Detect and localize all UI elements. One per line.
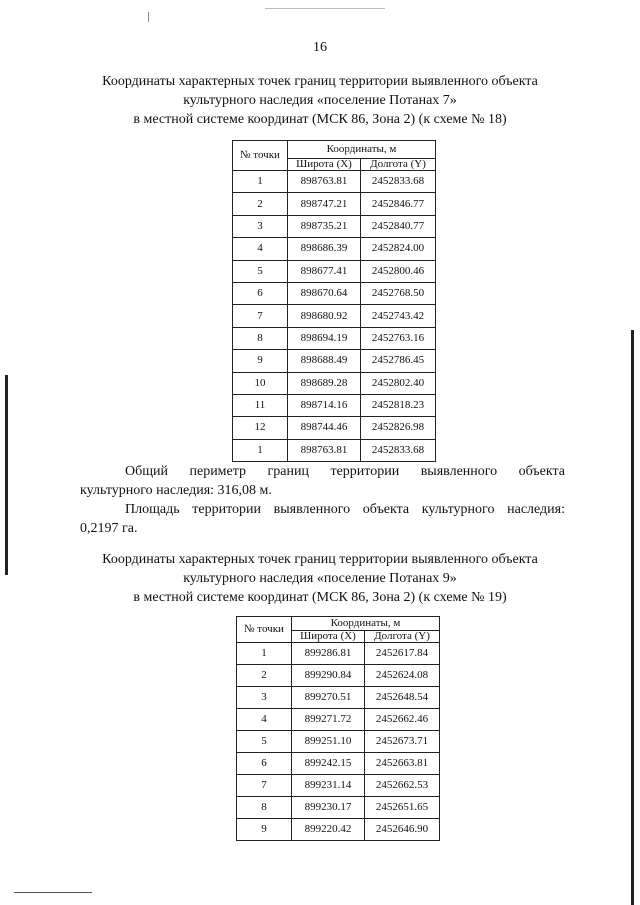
table-row [233,439,436,461]
point-number-cell: 1 [233,171,288,193]
table-row [233,260,436,282]
point-number-cell: 11 [233,394,288,416]
point-number-cell: 1 [237,643,292,665]
table-row [233,215,436,237]
table-row [237,819,440,841]
point-number-cell: 10 [233,372,288,394]
point-number-cell: 5 [233,260,288,282]
table-row [233,305,436,327]
longitude-cell: 2452768.50 [361,282,436,304]
longitude-cell: 2452663.81 [365,753,440,775]
latitude-cell: 899251.10 [292,731,365,753]
perimeter-line-1: Общий периметр границ территории выявленного объекта [125,464,565,479]
point-number-cell: 7 [233,305,288,327]
point-number-cell: 6 [237,753,292,775]
latitude-cell: 899286.81 [292,643,365,665]
latitude-cell: 898688.49 [288,350,361,372]
perimeter-paragraph [80,462,565,500]
col-header-coords: Координаты, м [292,617,440,631]
longitude-cell: 2452662.46 [365,709,440,731]
latitude-cell: 899271.72 [292,709,365,731]
longitude-cell: 2452802.40 [361,372,436,394]
table-row [233,238,436,260]
perimeter-line-2: культурного наследия: 316,08 м. [80,483,272,498]
table-row [233,327,436,349]
longitude-cell: 2452617.84 [365,643,440,665]
latitude-cell: 898763.81 [288,171,361,193]
point-number-cell: 3 [233,215,288,237]
latitude-cell: 899231.14 [292,775,365,797]
latitude-cell: 898735.21 [288,215,361,237]
col-header-lat: Широта (X) [292,631,365,643]
table-row [233,193,436,215]
latitude-cell: 898694.19 [288,327,361,349]
point-number-cell: 8 [233,327,288,349]
point-number-cell: 3 [237,687,292,709]
scan-mark [148,12,149,22]
col-header-point: № точки [233,141,288,171]
point-number-cell: 2 [237,665,292,687]
longitude-cell: 2452662.53 [365,775,440,797]
longitude-cell: 2452800.46 [361,260,436,282]
longitude-cell: 2452648.54 [365,687,440,709]
point-number-cell: 12 [233,417,288,439]
table-row [237,775,440,797]
scan-edge-bottom [14,892,92,893]
table-row [233,350,436,372]
heading-line: культурного наследия «поселение Потанах 7» [183,93,457,108]
area-paragraph [80,500,565,538]
longitude-cell: 2452646.90 [365,819,440,841]
heading-line: культурного наследия «поселение Потанах 9» [183,571,457,586]
latitude-cell: 898677.41 [288,260,361,282]
longitude-cell: 2452786.45 [361,350,436,372]
scan-mark [265,8,385,9]
longitude-cell: 2452833.68 [361,439,436,461]
point-number-cell: 2 [233,193,288,215]
col-header-lat: Широта (X) [288,159,361,171]
latitude-cell: 898670.64 [288,282,361,304]
table-row [233,417,436,439]
heading-line: Координаты характерных точек границ территории выявленного объекта [102,552,538,567]
point-number-cell: 4 [237,709,292,731]
point-number-cell: 9 [237,819,292,841]
area-line-2: 0,2197 га. [80,521,138,536]
table-row [237,643,440,665]
col-header-point: № точки [237,617,292,643]
point-number-cell: 7 [237,775,292,797]
latitude-cell: 899290.84 [292,665,365,687]
col-header-coords: Координаты, м [288,141,436,159]
coordinates-table-1 [232,140,436,462]
latitude-cell: 899270.51 [292,687,365,709]
table-row [237,687,440,709]
latitude-cell: 899220.42 [292,819,365,841]
section1-heading [80,72,560,129]
longitude-cell: 2452824.00 [361,238,436,260]
longitude-cell: 2452743.42 [361,305,436,327]
col-header-lon: Долгота (Y) [361,159,436,171]
table-row [233,394,436,416]
table-row [237,731,440,753]
latitude-cell: 898680.92 [288,305,361,327]
heading-line: Координаты характерных точек границ территории выявленного объекта [102,74,538,89]
latitude-cell: 898686.39 [288,238,361,260]
latitude-cell: 898747.21 [288,193,361,215]
latitude-cell: 898714.16 [288,394,361,416]
point-number-cell: 4 [233,238,288,260]
scan-edge-right [631,330,634,905]
longitude-cell: 2452833.68 [361,171,436,193]
point-number-cell: 8 [237,797,292,819]
longitude-cell: 2452763.16 [361,327,436,349]
point-number-cell: 9 [233,350,288,372]
table-row [237,753,440,775]
table-row [233,282,436,304]
table-row [237,797,440,819]
heading-line: в местной системе координат (МСК 86, Зона 2) (к схеме № 18) [133,112,507,127]
latitude-cell: 898763.81 [288,439,361,461]
point-number-cell: 1 [233,439,288,461]
table-row [233,171,436,193]
longitude-cell: 2452826.98 [361,417,436,439]
longitude-cell: 2452673.71 [365,731,440,753]
point-number-cell: 5 [237,731,292,753]
latitude-cell: 898689.28 [288,372,361,394]
area-line-1: Площадь территории выявленного объекта культурного наследия: [125,502,565,517]
col-header-lon: Долгота (Y) [365,631,440,643]
latitude-cell: 899242.15 [292,753,365,775]
section2-heading [80,550,560,607]
longitude-cell: 2452651.65 [365,797,440,819]
table-row [237,709,440,731]
latitude-cell: 899230.17 [292,797,365,819]
heading-line: в местной системе координат (МСК 86, Зона 2) (к схеме № 19) [133,590,507,605]
longitude-cell: 2452624.08 [365,665,440,687]
latitude-cell: 898744.46 [288,417,361,439]
longitude-cell: 2452818.23 [361,394,436,416]
table-row [237,665,440,687]
scan-edge-left [5,375,8,575]
longitude-cell: 2452846.77 [361,193,436,215]
page-number: 16 [313,40,327,55]
point-number-cell: 6 [233,282,288,304]
table-row [233,372,436,394]
longitude-cell: 2452840.77 [361,215,436,237]
coordinates-table-2 [236,616,440,841]
